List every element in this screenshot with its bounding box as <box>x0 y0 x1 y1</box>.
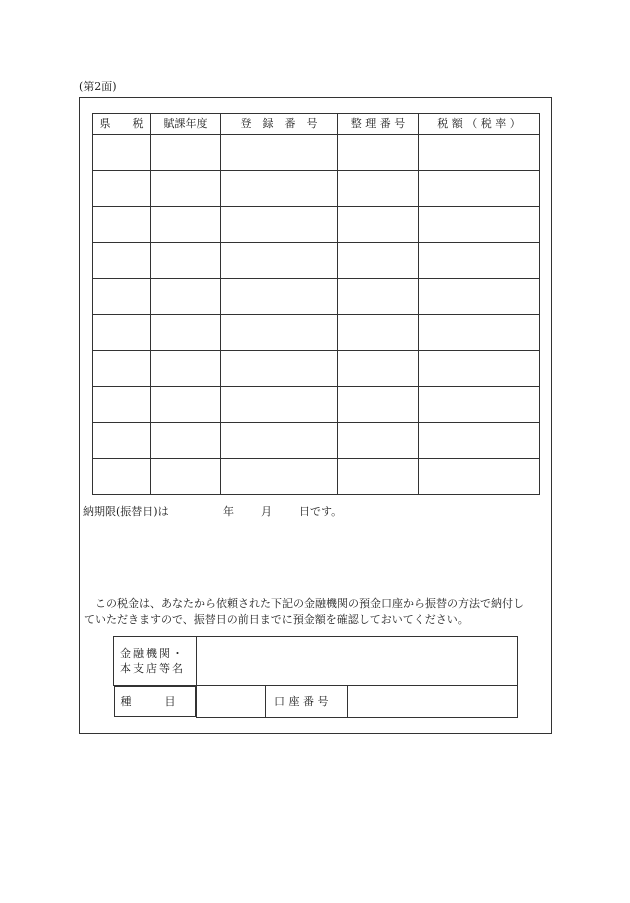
page-number-label: (第2面) <box>79 80 117 93</box>
tax-table-cell <box>93 423 151 459</box>
tax-table-cell <box>93 171 151 207</box>
tax-table-cell <box>93 387 151 423</box>
tax-table-cell <box>151 387 221 423</box>
tax-table-cell <box>151 351 221 387</box>
tax-table-cell <box>338 207 419 243</box>
institution-label-line-2: 本支店等名 <box>120 662 185 675</box>
tax-table-cell <box>151 279 221 315</box>
account-type-value-cell <box>197 686 266 718</box>
tax-table-row <box>93 207 540 243</box>
debit-notice <box>84 596 550 628</box>
tax-table-cell <box>419 171 540 207</box>
institution-value-cell <box>197 637 518 686</box>
tax-table-cell <box>419 279 540 315</box>
tax-table-cell <box>338 459 419 495</box>
tax-table-row <box>93 243 540 279</box>
header-prefecture-tax: 県 税 <box>93 114 151 135</box>
tax-table-cell <box>221 279 338 315</box>
deadline-month-label: 月 <box>261 505 272 518</box>
tax-table-cell <box>221 171 338 207</box>
tax-table-cell <box>338 315 419 351</box>
bank-account-row <box>114 686 518 718</box>
deadline-year-label: 年 <box>223 505 234 518</box>
account-type-label: 種 目 <box>114 686 197 717</box>
tax-table-cell <box>151 207 221 243</box>
tax-table-body <box>93 135 540 495</box>
tax-table-cell <box>93 135 151 171</box>
tax-table-row <box>93 387 540 423</box>
tax-table-cell <box>419 207 540 243</box>
tax-table-header-row <box>93 114 540 135</box>
tax-table-cell <box>151 171 221 207</box>
tax-table-cell <box>93 459 151 495</box>
tax-table-cell <box>338 135 419 171</box>
tax-table-cell <box>151 135 221 171</box>
tax-table <box>92 113 540 495</box>
header-tax-amount: 税 額 （ 税 率 ） <box>419 114 540 135</box>
tax-table-cell <box>221 207 338 243</box>
tax-table-cell <box>419 387 540 423</box>
deadline-label: 納期限(振替日)は <box>83 505 169 518</box>
tax-table-cell <box>221 351 338 387</box>
tax-table-cell <box>93 207 151 243</box>
header-registration-number: 登 録 番 号 <box>221 114 338 135</box>
tax-table-row <box>93 135 540 171</box>
tax-table-cell <box>93 315 151 351</box>
tax-table-row <box>93 171 540 207</box>
tax-table-cell <box>93 243 151 279</box>
institution-label-cell <box>114 637 197 686</box>
tax-table-cell <box>151 243 221 279</box>
tax-table-cell <box>221 135 338 171</box>
tax-table-cell <box>338 351 419 387</box>
tax-table-cell <box>419 351 540 387</box>
tax-table-cell <box>338 243 419 279</box>
header-reference-number: 整 理 番 号 <box>338 114 419 135</box>
tax-table-cell <box>338 279 419 315</box>
tax-table-cell <box>338 387 419 423</box>
tax-table-row <box>93 351 540 387</box>
tax-table-cell <box>221 459 338 495</box>
tax-table-cell <box>419 135 540 171</box>
tax-table-cell <box>221 387 338 423</box>
header-assessment-year: 賦課年度 <box>151 114 221 135</box>
bank-account-table <box>113 636 518 718</box>
tax-table-row <box>93 315 540 351</box>
tax-table-row <box>93 279 540 315</box>
account-number-value-cell <box>348 686 518 718</box>
deadline-day-label: 日です。 <box>299 505 343 518</box>
tax-table-cell <box>419 423 540 459</box>
tax-table-cell <box>151 315 221 351</box>
account-number-label: 口 座 番 号 <box>266 686 348 718</box>
tax-table-cell <box>93 351 151 387</box>
payment-deadline-line <box>83 505 342 519</box>
tax-table-cell <box>93 279 151 315</box>
tax-table-cell <box>419 459 540 495</box>
notice-line-1: この税金は、あなたから依頼された下記の金融機関の預金口座から振替の方法で納付し <box>95 597 524 610</box>
tax-table-cell <box>419 243 540 279</box>
tax-table-cell <box>338 171 419 207</box>
notice-line-2: ていただきますので、振替日の前日までに預金額を確認しておいてください。 <box>84 613 469 626</box>
tax-table-cell <box>221 423 338 459</box>
bank-institution-row <box>114 637 518 686</box>
tax-table-cell <box>419 315 540 351</box>
tax-table-cell <box>338 423 419 459</box>
tax-table-cell <box>151 459 221 495</box>
institution-label-line-1: 金融機関・ <box>120 647 185 660</box>
tax-table-row <box>93 459 540 495</box>
tax-table-cell <box>221 243 338 279</box>
tax-table-cell <box>151 423 221 459</box>
tax-table-cell <box>221 315 338 351</box>
tax-table-row <box>93 423 540 459</box>
